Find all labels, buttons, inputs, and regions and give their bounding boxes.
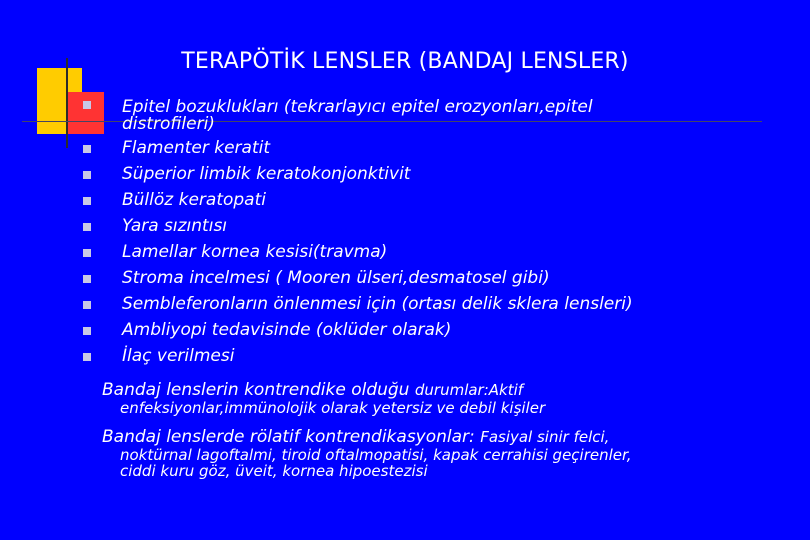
bullet-icon — [83, 171, 91, 179]
contraindication-paragraph — [102, 381, 545, 416]
list-item-text: Sembleferonların önlenmesi için (ortası delik sklera lensleri) — [122, 294, 633, 314]
list-item-text: Ambliyopi tedavisinde (oklüder olarak) — [122, 320, 452, 340]
list-item-text: Büllöz keratopati — [122, 190, 266, 210]
bullet-icon — [83, 301, 91, 309]
list-item — [83, 161, 633, 187]
list-item — [83, 317, 633, 343]
bullet-icon — [83, 223, 91, 231]
list-item — [83, 343, 633, 369]
list-item — [83, 95, 633, 135]
bullet-icon — [83, 249, 91, 257]
list-item — [83, 265, 633, 291]
indication-list — [83, 95, 633, 369]
bullet-icon — [83, 353, 91, 361]
bullet-icon — [83, 197, 91, 205]
relative-contraindication-lead: Bandaj lenslerde rölatif kontrendikasyonlar: — [102, 427, 481, 447]
list-item-text: Yara sızıntısı — [122, 216, 228, 236]
list-item — [83, 135, 633, 161]
relative-contraindication-lead-small: Fasiyal sinir felci, — [480, 428, 610, 446]
contraindication-continuation: enfeksiyonlar,immünolojik olarak yetersiz ve debil kişiler — [120, 399, 546, 417]
list-item-text: Stroma incelmesi ( Mooren ülseri,desmatosel gibi) — [122, 268, 550, 288]
list-item-text-continued: distrofileri) — [122, 114, 215, 134]
relative-contraindication-paragraph — [102, 428, 632, 479]
bullet-icon — [83, 327, 91, 335]
list-item-text: Epitel bozuklukları (tekrarlayıcı epitel erozyonları,epitel — [122, 97, 593, 117]
list-item — [83, 213, 633, 239]
bullet-icon — [83, 101, 91, 109]
contraindication-lead-small: durumlar:Aktif — [414, 381, 524, 399]
bullet-icon — [83, 275, 91, 283]
list-item-text: Flamenter keratit — [122, 138, 270, 158]
contraindication-lead: Bandaj lenslerin kontrendike olduğu — [102, 380, 415, 400]
list-item-text: Lamellar kornea kesisi(travma) — [122, 242, 388, 262]
relative-contraindication-continuation: noktürnal lagoftalmi, tiroid oftalmopatisi, kapak cerrahisi geçirenler, — [120, 446, 632, 464]
list-item — [83, 291, 633, 317]
slide-title: TERAPÖTİK LENSLER (BANDAJ LENSLER) — [181, 49, 629, 74]
list-item-text: İlaç verilmesi — [122, 346, 235, 366]
list-item — [83, 239, 633, 265]
list-item — [83, 187, 633, 213]
relative-contraindication-continuation-2: ciddi kuru göz, üveit, kornea hipoestezisi — [120, 462, 428, 480]
list-item-text: Süperior limbik keratokonjonktivit — [122, 164, 411, 184]
bullet-icon — [83, 145, 91, 153]
